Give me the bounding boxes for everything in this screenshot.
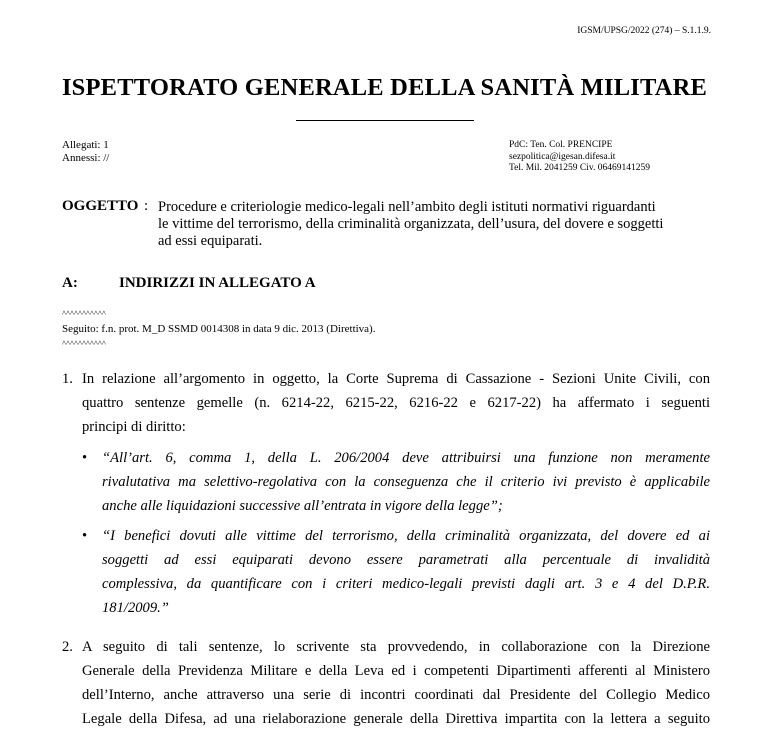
- bullet-line: anche alle liquidazioni successive all’entrata in vigore della legge”;: [102, 498, 503, 514]
- annessi-label: Annessi: //: [62, 152, 110, 164]
- bullet-dot-icon: •: [82, 450, 88, 466]
- paragraph-line: dell’Interno, anche attraverso una serie di incontri coordinati dal Presidente del Collegio Medico: [82, 687, 710, 703]
- document-reference: IGSM/UPSG/2022 (274) – S.1.1.9.: [577, 26, 711, 36]
- quote-bullet-1: [82, 446, 710, 518]
- quote-bullet-2: [82, 524, 710, 620]
- paragraph-number: 1.: [62, 371, 73, 387]
- bullet-dot-icon: •: [82, 528, 88, 544]
- section-letter: A:: [62, 275, 78, 291]
- caret-divider-bottom: ^^^^^^^^^^^: [62, 338, 106, 348]
- bullet-line: 181/2009.”: [102, 600, 169, 616]
- contact-email: sezpolitica@igesan.difesa.it: [509, 151, 616, 162]
- section-title: INDIRIZZI IN ALLEGATO A: [119, 275, 316, 291]
- seguito-reference: Seguito: f.n. prot. M_D SSMD 0014308 in data 9 dic. 2013 (Direttiva).: [62, 323, 376, 335]
- subject-line: Procedure e criteriologie medico-legali nell’ambito degli istituti normativi riguardanti: [158, 199, 656, 215]
- contact-pdc: PdC: Ten. Col. PRENCIPE: [509, 140, 613, 150]
- bullet-line: rivalutativa ma selettivo-regolativa con la conseguenza che il criterio ivi previsto è applicabile: [102, 474, 710, 490]
- allegati-label: Allegati: 1: [62, 139, 109, 151]
- caret-divider-top: ^^^^^^^^^^^: [62, 308, 106, 318]
- subject-colon: :: [144, 198, 149, 214]
- bullet-line: complessiva, da quantificare con i criteri medico-legali previsti dagli art. 3 e 4 del D.P.R.: [102, 576, 710, 592]
- paragraph-line: Generale della Previdenza Militare e della Leva ed i competenti Dipartimenti afferenti al Ministero: [82, 663, 710, 679]
- paragraph-line: In relazione all’argomento in oggetto, la Corte Suprema di Cassazione - Sezioni Unite Civili, con: [82, 371, 710, 387]
- subject-line: ad essi equiparati.: [158, 233, 263, 249]
- paragraph-line: A seguito di tali sentenze, lo scrivente sta provvedendo, in collaborazione con la Direzione: [82, 639, 710, 655]
- title-underline: [296, 120, 474, 121]
- paragraph-line: quattro sentenze gemelle (n. 6214-22, 6215-22, 6216-22 e 6217-22) ha affermato i seguenti: [82, 395, 710, 411]
- attachments-block: [62, 139, 109, 165]
- paragraph-line: Legale della Difesa, ad una rielaborazione generale della Direttiva impartita con la lettera a seguito: [82, 711, 710, 727]
- contact-block: [509, 140, 650, 175]
- bullet-line: soggetti ad essi equiparati devono essere parametrati alla percentuale di invalidità: [102, 552, 710, 568]
- paragraph-line: principi di diritto:: [82, 419, 186, 435]
- subject-label: OGGETTO: [62, 198, 139, 214]
- paragraph-1: [62, 367, 710, 439]
- paragraph-number: 2.: [62, 639, 73, 655]
- bullet-line: “All’art. 6, comma 1, della L. 206/2004 deve attribuirsi una funzione non meramente: [102, 450, 710, 466]
- bullet-line: “I benefici dovuti alle vittime del terrorismo, della criminalità organizzata, del dovere ed ai: [102, 528, 710, 544]
- subject-line: le vittime del terrorismo, della criminalità organizzata, dell’usura, del dovere e soggetti: [158, 216, 664, 232]
- paragraph-2: [62, 635, 710, 731]
- contact-phone: Tel. Mil. 2041259 Civ. 06469141259: [509, 163, 650, 173]
- subject-text: [158, 199, 718, 250]
- page-title: ISPETTORATO GENERALE DELLA SANITÀ MILITARE: [61, 74, 708, 101]
